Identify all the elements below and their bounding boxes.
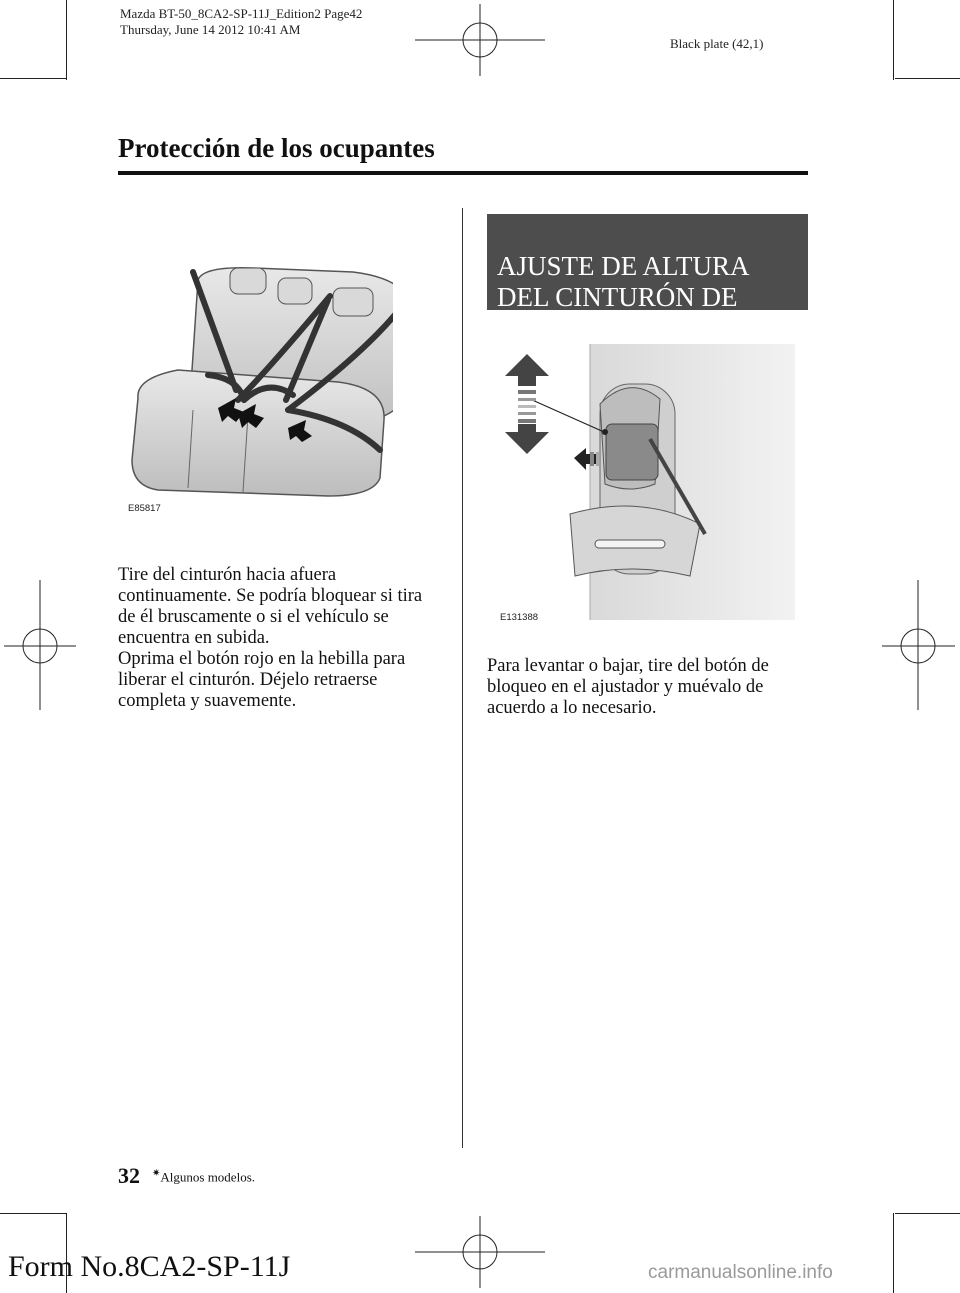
- print-timestamp: Thursday, June 14 2012 10:41 AM: [120, 22, 301, 37]
- section-heading: AJUSTE DE ALTURA DEL CINTURÓN DE SEGURIDAD: [497, 251, 750, 343]
- figure-id-left: E85817: [128, 503, 161, 514]
- title-rule: [118, 171, 808, 175]
- page-number: 32: [118, 1163, 140, 1188]
- watermark: carmanualsonline.info: [648, 1262, 833, 1283]
- figure-id-right: E131388: [500, 612, 539, 623]
- left-paragraph: Tire del cinturón hacia afuera continuamente. Se podría bloquear si tira de él bruscamente o si el vehículo se encuentra en subida. Oprima el botón rojo en la hebilla para liberar el cinturón. Déjelo retraerse completa y suavemente.: [118, 565, 423, 711]
- form-number: Form No.8CA2-SP-11J: [8, 1250, 291, 1283]
- column-divider: [462, 208, 463, 1148]
- page-title: Protección de los ocupantes: [118, 133, 435, 163]
- rear-seat-illustration: [118, 260, 393, 520]
- footnote-mark: ✷: [152, 1168, 161, 1179]
- print-file-info: Mazda BT-50_8CA2-SP-11J_Edition2 Page42: [120, 6, 363, 21]
- section-heading-box: [487, 214, 808, 343]
- print-plate: Black plate (42,1): [670, 36, 764, 51]
- footnote-text: Algunos modelos.: [160, 1169, 256, 1185]
- heading-mark: ✷: [653, 321, 665, 336]
- right-paragraph: Para levantar o bajar, tire del botón de bloqueo en el ajustador y muévalo de acuerdo a lo necesario.: [487, 656, 769, 718]
- footnote: [152, 1168, 255, 1185]
- belt-adjuster-illustration: [490, 344, 795, 620]
